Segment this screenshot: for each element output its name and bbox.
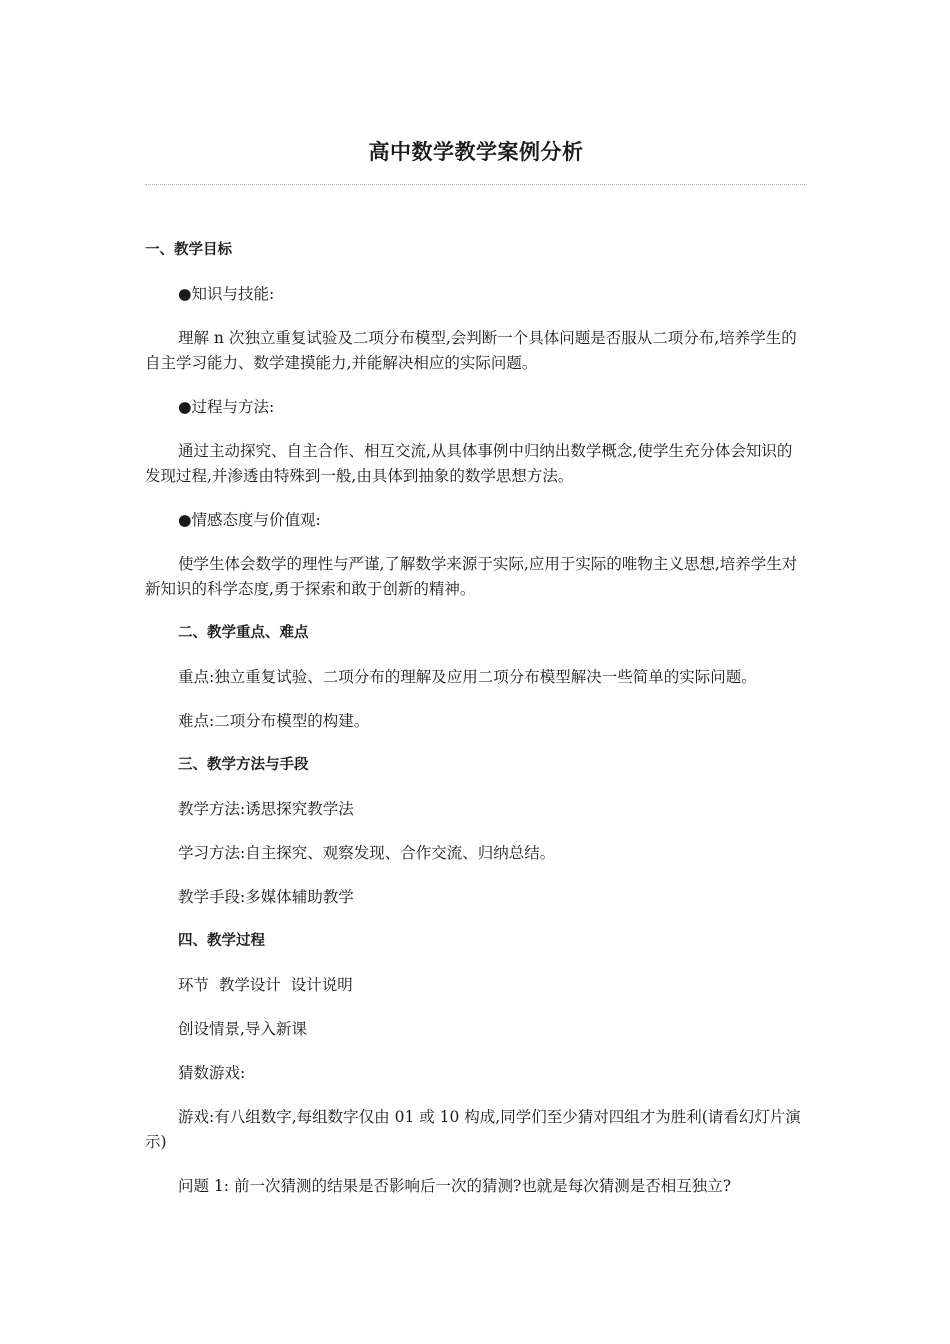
paragraph-attitude-values: 使学生体会数学的理性与严谨,了解数学来源于实际,应用于实际的唯物主义思想,培养学生对新知识的科学态度,勇于探索和敢于创新的精神。 [145, 555, 798, 598]
paragraph-teaching-means: 教学手段:多媒体辅助教学 [178, 888, 354, 906]
paragraph-scenario: 创设情景,导入新课 [178, 1020, 307, 1038]
bullet-knowledge-skills: ●知识与技能: [178, 285, 275, 303]
bullet-process-method: ●过程与方法: [178, 398, 275, 416]
paragraph-difficulty: 难点:二项分布模型的构建。 [178, 712, 370, 730]
document-title: 高中数学教学案例分析 [368, 139, 584, 164]
paragraph-teaching-method: 教学方法:诱思探究教学法 [178, 800, 354, 818]
document-page [145, 0, 807, 1218]
section-heading-key-points: 二、教学重点、难点 [178, 625, 309, 641]
paragraph-table-header: 环节 教学设计 设计说明 [178, 976, 353, 994]
bullet-attitude-values: ●情感态度与价值观: [178, 511, 321, 529]
paragraph-game-rules: 游戏:有八组数字,每组数字仅由 01 或 10 构成,同学们至少猜对四组才为胜利(请看幻灯片演示) [145, 1108, 801, 1151]
section-heading-methods: 三、教学方法与手段 [178, 757, 309, 773]
paragraph-question-1: 问题 1: 前一次猜测的结果是否影响后一次的猜测?也就是每次猜测是否相互独立? [178, 1177, 732, 1195]
paragraph-key-point: 重点:独立重复试验、二项分布的理解及应用二项分布模型解决一些简单的实际问题。 [178, 668, 757, 686]
section-heading-process: 四、教学过程 [178, 933, 265, 949]
paragraph-process-method: 通过主动探究、自主合作、相互交流,从具体事例中归纳出数学概念,使学生充分体会知识的发现过程,并渗透由特殊到一般,由具体到抽象的数学思想方法。 [145, 442, 793, 485]
paragraph-knowledge-skills: 理解 n 次独立重复试验及二项分布模型,会判断一个具体问题是否服从二项分布,培养学生的自主学习能力、数学建摸能力,并能解决相应的实际问题。 [145, 329, 797, 372]
section-heading-objectives: 一、教学目标 [145, 242, 232, 258]
paragraph-guess-game: 猜数游戏: [178, 1064, 246, 1082]
paragraph-learning-method: 学习方法:自主探究、观察发现、合作交流、归纳总结。 [178, 844, 556, 862]
title-divider [145, 184, 807, 185]
document-body [145, 238, 807, 1199]
